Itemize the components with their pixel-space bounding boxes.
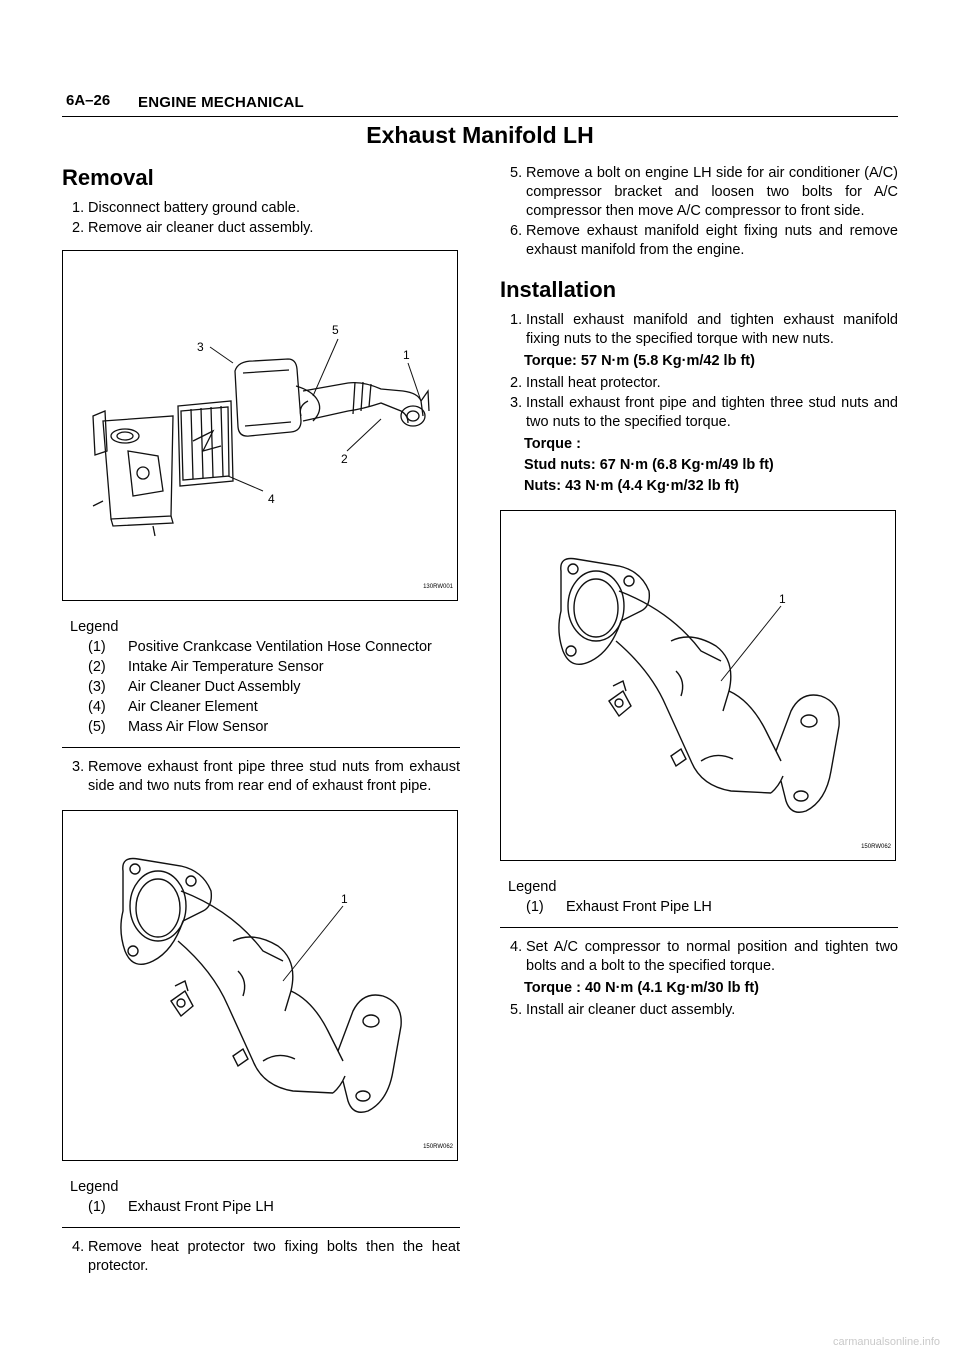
legend-title: Legend	[508, 879, 557, 895]
torque-spec: Nuts: 43 N·m (4.4 Kg·m/32 lb ft)	[524, 478, 740, 494]
torque-spec: Torque : 40 N·m (4.1 Kg·m/30 lb ft)	[524, 980, 759, 996]
left-column	[62, 164, 460, 1276]
install-step-5: 5. Install air cleaner duct assembly.	[510, 1002, 736, 1018]
legend-item: (4) Air Cleaner Element	[88, 699, 258, 715]
legend-item: (1) Positive Crankcase Ventilation Hose Connector	[88, 639, 432, 655]
removal-step-3: 3. Remove exhaust front pipe three stud nuts from exhaust side and two nuts from rear end of exhaust front pipe.	[72, 759, 460, 794]
right-column	[500, 164, 898, 1020]
page-title: Exhaust Manifold LH	[366, 122, 594, 148]
figure-front-pipe	[62, 810, 458, 1161]
installation-heading: Installation	[500, 277, 617, 302]
removal-heading: Removal	[62, 165, 154, 190]
legend-title: Legend	[70, 1179, 119, 1195]
torque-spec: Stud nuts: 67 N·m (6.8 Kg·m/49 lb ft)	[524, 457, 774, 473]
section-title: ENGINE MECHANICAL	[138, 94, 304, 111]
callout-3: 3	[197, 340, 204, 354]
legend-item: (3) Air Cleaner Duct Assembly	[88, 679, 301, 695]
removal-step-6: 6. Remove exhaust manifold eight fixing nuts and remove exhaust manifold from the engine.	[510, 223, 898, 258]
figure-air-cleaner	[62, 250, 458, 601]
page-number: 6A–26	[66, 92, 111, 109]
removal-step-1: 1. Disconnect battery ground cable.	[72, 200, 300, 216]
front-pipe-illustration	[501, 511, 895, 860]
install-step-4: 4. Set A/C compressor to normal position and tighten two bolts and a bolt to the specified torque.	[510, 939, 898, 974]
figure-code: 150RW062	[423, 1144, 453, 1150]
callout-4: 4	[268, 492, 275, 506]
install-step-2: 2. Install heat protector.	[510, 375, 661, 391]
install-step-1: 1. Install exhaust manifold and tighten exhaust manifold fixing nuts to the specified torque with new nuts.	[510, 312, 898, 347]
legend-item: (5) Mass Air Flow Sensor	[88, 719, 269, 735]
callout-5: 5	[332, 323, 339, 337]
legend-item: (1) Exhaust Front Pipe LH	[88, 1199, 274, 1215]
front-pipe-illustration	[63, 811, 457, 1160]
header-rule	[62, 116, 898, 117]
torque-spec: Torque: 57 N·m (5.8 Kg·m/42 lb ft)	[524, 353, 755, 369]
removal-step-4: 4. Remove heat protector two fixing bolts then the heat protector.	[72, 1239, 460, 1274]
removal-step-2: 2. Remove air cleaner duct assembly.	[72, 220, 314, 236]
callout-1: 1	[403, 348, 410, 362]
figure-code: 130RW001	[423, 584, 453, 590]
legend-item: (1) Exhaust Front Pipe LH	[526, 899, 712, 915]
legend-item: (2) Intake Air Temperature Sensor	[88, 659, 324, 675]
figure-front-pipe-install	[500, 510, 896, 861]
torque-label: Torque :	[524, 436, 581, 452]
callout-1: 1	[341, 892, 348, 906]
install-step-3: 3. Install exhaust front pipe and tighten three stud nuts and two nuts to the specified torque.	[510, 395, 898, 430]
removal-step-5: 5. Remove a bolt on engine LH side for air conditioner (A/C) compressor bracket and loosen two bolts for A/C compressor then move A/C compressor to front side.	[510, 165, 898, 219]
air-cleaner-illustration	[63, 251, 457, 600]
callout-2: 2	[341, 452, 348, 466]
watermark: carmanualsonline.info	[832, 1336, 940, 1348]
figure-code: 150RW062	[861, 844, 891, 850]
legend-title: Legend	[70, 619, 119, 635]
callout-1: 1	[779, 592, 786, 606]
